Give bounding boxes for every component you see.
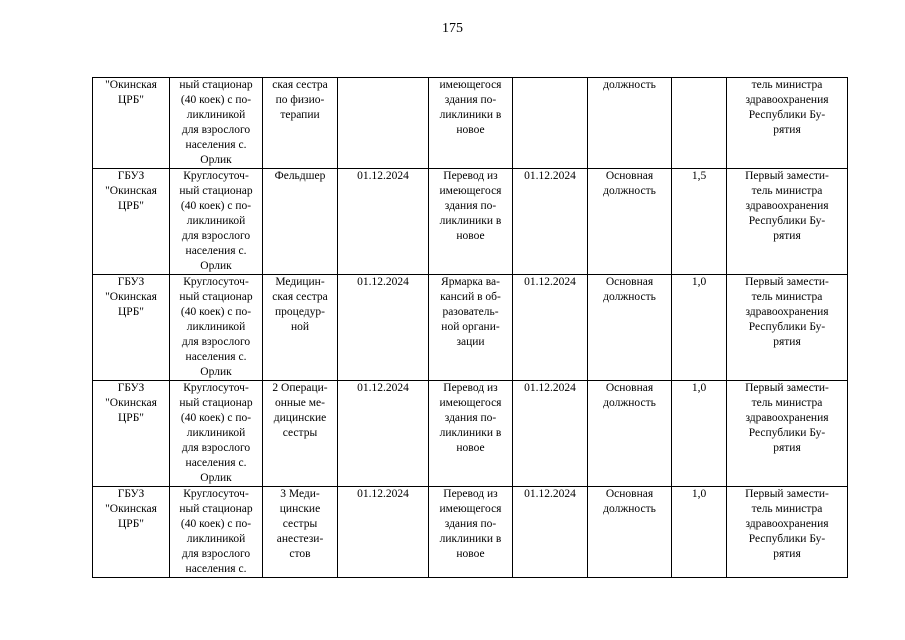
cell-approver: Первый замести- тель министра здравоохранения Республики Бу- рятия [727,487,848,578]
cell-position: Медицин- ская сестра процедур- ной [263,275,338,381]
cell-rate: 1,5 [672,169,727,275]
cell-date-end: 01.12.2024 [513,169,588,275]
table-row [93,487,848,578]
cell-date-start: 01.12.2024 [338,275,429,381]
cell-date-end: 01.12.2024 [513,275,588,381]
cell-organization: ГБУЗ "Окинская ЦРБ" [93,487,170,578]
cell-date-start: 01.12.2024 [338,487,429,578]
cell-organization: "Окинская ЦРБ" [93,78,170,169]
cell-method: Ярмарка ва- кансий в об- разователь- ной органи- зации [429,275,513,381]
cell-approver: Первый замести- тель министра здравоохранения Республики Бу- рятия [727,169,848,275]
cell-approver: Первый замести- тель министра здравоохранения Республики Бу- рятия [727,275,848,381]
table-row [93,169,848,275]
cell-rate [672,78,727,169]
table-row [93,78,848,169]
cell-rate: 1,0 [672,487,727,578]
table-row [93,381,848,487]
cell-unit: Круглосуточ- ный стационар (40 коек) с по- ликлиникой для взрослого населения с. Орлик [170,169,263,275]
cell-position: Фельдшер [263,169,338,275]
cell-position-type: Основная должность [588,487,672,578]
cell-method: имеющегося здания по- ликлиники в новое [429,78,513,169]
cell-position: ская сестра по физио- терапии [263,78,338,169]
cell-unit: Круглосуточ- ный стационар (40 коек) с по- ликлиникой для взрослого населения с. Орлик [170,381,263,487]
cell-approver: тель министра здравоохранения Республики Бу- рятия [727,78,848,169]
cell-unit: ный стационар (40 коек) с по- ликлиникой для взрослого населения с. Орлик [170,78,263,169]
cell-rate: 1,0 [672,381,727,487]
cell-method: Перевод из имеющегося здания по- ликлиники в новое [429,381,513,487]
cell-date-end [513,78,588,169]
cell-position-type: Основная должность [588,275,672,381]
cell-method: Перевод из имеющегося здания по- ликлиники в новое [429,169,513,275]
cell-unit: Круглосуточ- ный стационар (40 коек) с по- ликлиникой для взрослого населения с. Орлик [170,275,263,381]
cell-date-start: 01.12.2024 [338,169,429,275]
cell-date-end: 01.12.2024 [513,381,588,487]
table-row [93,275,848,381]
cell-date-start: 01.12.2024 [338,381,429,487]
cell-organization: ГБУЗ "Окинская ЦРБ" [93,381,170,487]
cell-position-type: Основная должность [588,381,672,487]
cell-unit: Круглосуточ- ный стационар (40 коек) с по- ликлиникой для взрослого населения с. [170,487,263,578]
cell-position: 2 Операци- онные ме- дицинские сестры [263,381,338,487]
cell-position-type: должность [588,78,672,169]
cell-date-start [338,78,429,169]
cell-approver: Первый замести- тель министра здравоохранения Республики Бу- рятия [727,381,848,487]
cell-date-end: 01.12.2024 [513,487,588,578]
cell-organization: ГБУЗ "Окинская ЦРБ" [93,275,170,381]
cell-position-type: Основная должность [588,169,672,275]
page-number: 175 [442,21,463,36]
staffing-table [92,77,848,578]
cell-organization: ГБУЗ "Окинская ЦРБ" [93,169,170,275]
cell-position: 3 Меди- цинские сестры анестези- стов [263,487,338,578]
cell-rate: 1,0 [672,275,727,381]
cell-method: Перевод из имеющегося здания по- ликлиники в новое [429,487,513,578]
